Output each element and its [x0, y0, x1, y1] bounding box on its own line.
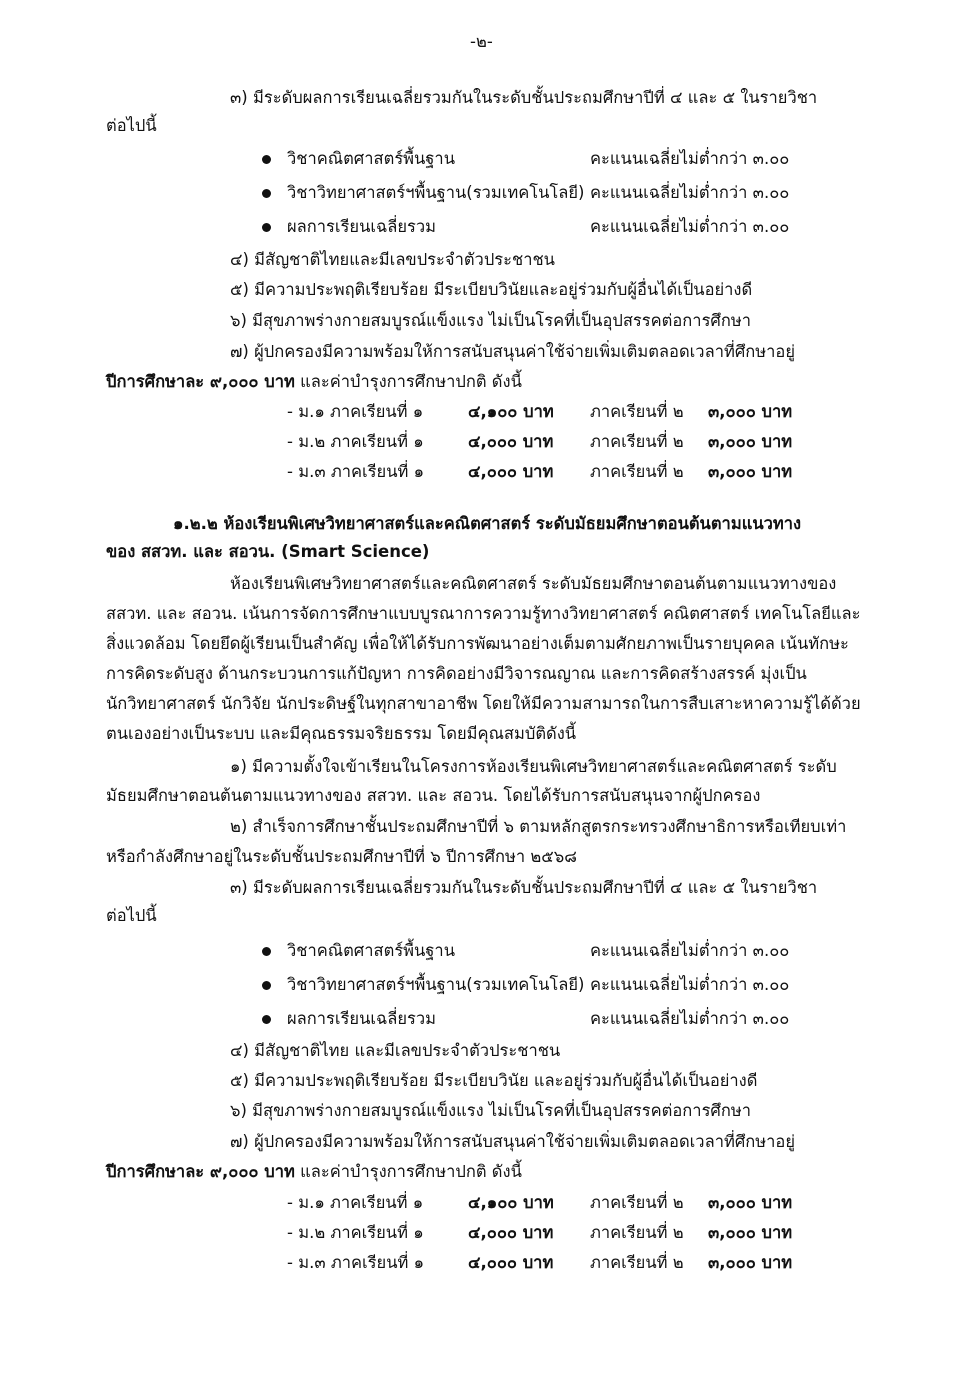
- paragraph-line: สิ่งแวดล้อม โดยยึดผู้เรียนเป็นสำคัญ เพื่อให้ได้รับการพัฒนาอย่างเต็มตามศักยภาพเป็นรายบุคคล เน้นทักษะ: [106, 634, 849, 653]
- fee-per-year: ปีการศึกษาละ ๙,๐๐๐ บาท: [106, 372, 295, 391]
- subject-name: ผลการเรียนเฉลี่ยรวม: [287, 1009, 437, 1028]
- fee-term2-label: ภาคเรียนที่ ๒: [590, 1193, 684, 1212]
- bullet-icon: [262, 981, 271, 990]
- fee-term2-label: ภาคเรียนที่ ๒: [590, 1253, 684, 1272]
- criterion-3-line2: ต่อไปนี้: [106, 116, 157, 135]
- fee-grade: - ม.๒ ภาคเรียนที่ ๑: [287, 1223, 424, 1242]
- fee-term2: ๓,๐๐๐ บาท: [708, 1193, 793, 1212]
- bullet-icon: [262, 1015, 271, 1024]
- subject-name: วิชาคณิตศาสตร์พื้นฐาน: [287, 941, 455, 960]
- fee-term1: ๔,๐๐๐ บาท: [468, 432, 554, 451]
- subject-score: คะแนนเฉลี่ยไม่ต่ำกว่า ๓.๐๐: [590, 149, 790, 168]
- criterion-3-line2: ต่อไปนี้: [106, 906, 157, 925]
- bullet-icon: [262, 223, 271, 232]
- fee-term2: ๓,๐๐๐ บาท: [708, 1223, 793, 1242]
- paragraph-line: สสวท. และ สอวน. เน้นการจัดการศึกษาแบบบูรณาการความรู้ทางวิทยาศาสตร์ คณิตศาสตร์ เทคโนโลยีและ: [106, 604, 861, 623]
- bullet-icon: [262, 155, 271, 164]
- criterion-1-line1: ๑) มีความตั้งใจเข้าเรียนในโครงการห้องเรียนพิเศษวิทยาศาสตร์และคณิตศาสตร์ ระดับ: [230, 757, 837, 776]
- fee-term1: ๔,๑๐๐ บาท: [468, 1193, 554, 1212]
- fee-term2: ๓,๐๐๐ บาท: [708, 462, 793, 481]
- fee-grade: - ม.๒ ภาคเรียนที่ ๑: [287, 432, 424, 451]
- fee-term2: ๓,๐๐๐ บาท: [708, 1253, 793, 1272]
- fee-term2-label: ภาคเรียนที่ ๒: [590, 432, 684, 451]
- subject-name: วิชาวิทยาศาสตร์ฯพื้นฐาน(รวมเทคโนโลยี): [287, 975, 585, 994]
- fee-term2-label: ภาคเรียนที่ ๒: [590, 1223, 684, 1242]
- fee-term1: ๔,๐๐๐ บาท: [468, 1253, 554, 1272]
- criterion-1-line2: มัธยมศึกษาตอนต้นตามแนวทางของ สสวท. และ สอวน. โดยได้รับการสนับสนุนจากผู้ปกครอง: [106, 786, 761, 805]
- criterion-7-line2: [106, 1160, 522, 1184]
- fee-term1: ๔,๐๐๐ บาท: [468, 462, 554, 481]
- fee-grade: - ม.๓ ภาคเรียนที่ ๑: [287, 1253, 425, 1272]
- fee-term2-label: ภาคเรียนที่ ๒: [590, 462, 684, 481]
- fee-per-year: ปีการศึกษาละ ๙,๐๐๐ บาท: [106, 1162, 295, 1181]
- paragraph-line: ห้องเรียนพิเศษวิทยาศาสตร์และคณิตศาสตร์ ระดับมัธยมศึกษาตอนต้นตามแนวทางของ: [230, 574, 837, 593]
- paragraph-line: นักวิทยาศาสตร์ นักวิจัย นักประดิษฐ์ในทุกสาขาอาชีพ โดยให้มีความสามารถในการสืบเสาะหาความรู้ได้ด้วย: [106, 694, 861, 713]
- section-heading-line1: ๑.๒.๒ ห้องเรียนพิเศษวิทยาศาสตร์และคณิตศาสตร์ ระดับมัธยมศึกษาตอนต้นตามแนวทาง: [173, 514, 802, 533]
- fee-grade: - ม.๑ ภาคเรียนที่ ๑: [287, 1193, 424, 1212]
- subject-score: คะแนนเฉลี่ยไม่ต่ำกว่า ๓.๐๐: [590, 1009, 790, 1028]
- criterion-2-line1: ๒) สำเร็จการศึกษาชั้นประถมศึกษาปีที่ ๖ ตามหลักสูตรกระทรวงศึกษาธิการหรือเทียบเท่า: [230, 817, 847, 836]
- criterion-4: ๔) มีสัญชาติไทยและมีเลขประจำตัวประชาชน: [230, 250, 555, 269]
- subject-score: คะแนนเฉลี่ยไม่ต่ำกว่า ๓.๐๐: [590, 941, 790, 960]
- subject-score: คะแนนเฉลี่ยไม่ต่ำกว่า ๓.๐๐: [590, 183, 790, 202]
- criterion-6: ๖) มีสุขภาพร่างกายสมบูรณ์แข็งแรง ไม่เป็นโรคที่เป็นอุปสรรคต่อการศึกษา: [230, 1101, 752, 1120]
- page-number: -๒-: [470, 32, 493, 51]
- fee-note: และค่าบำรุงการศึกษาปกติ ดังนี้: [294, 1162, 522, 1181]
- criterion-7-line2: [106, 370, 522, 394]
- subject-name: วิชาวิทยาศาสตร์ฯพื้นฐาน(รวมเทคโนโลยี): [287, 183, 585, 202]
- fee-term1: ๔,๑๐๐ บาท: [468, 402, 554, 421]
- fee-term2: ๓,๐๐๐ บาท: [708, 402, 793, 421]
- fee-grade: - ม.๓ ภาคเรียนที่ ๑: [287, 462, 425, 481]
- fee-grade: - ม.๑ ภาคเรียนที่ ๑: [287, 402, 424, 421]
- fee-note: และค่าบำรุงการศึกษาปกติ ดังนี้: [294, 372, 522, 391]
- subject-score: คะแนนเฉลี่ยไม่ต่ำกว่า ๓.๐๐: [590, 217, 790, 236]
- bullet-icon: [262, 189, 271, 198]
- criterion-7-line1: ๗) ผู้ปกครองมีความพร้อมให้การสนับสนุนค่าใช้จ่ายเพิ่มเติมตลอดเวลาที่ศึกษาอยู่: [230, 342, 796, 361]
- criterion-2-line2: หรือกำลังศึกษาอยู่ในระดับชั้นประถมศึกษาปีที่ ๖ ปีการศึกษา ๒๕๖๘: [106, 847, 577, 866]
- bullet-icon: [262, 947, 271, 956]
- fee-term2: ๓,๐๐๐ บาท: [708, 432, 793, 451]
- subject-name: วิชาคณิตศาสตร์พื้นฐาน: [287, 149, 455, 168]
- criterion-5: ๕) มีความประพฤติเรียบร้อย มีระเบียบวินัย และอยู่ร่วมกับผู้อื่นได้เป็นอย่างดี: [230, 1071, 758, 1090]
- paragraph-line: การคิดระดับสูง ด้านกระบวนการแก้ปัญหา การคิดอย่างมีวิจารณญาณ และการคิดสร้างสรรค์ มุ่งเป็น: [106, 664, 807, 683]
- subject-name: ผลการเรียนเฉลี่ยรวม: [287, 217, 437, 236]
- subject-score: คะแนนเฉลี่ยไม่ต่ำกว่า ๓.๐๐: [590, 975, 790, 994]
- fee-term2-label: ภาคเรียนที่ ๒: [590, 402, 684, 421]
- criterion-3-line1: ๓) มีระดับผลการเรียนเฉลี่ยรวมกันในระดับชั้นประถมศึกษาปีที่ ๔ และ ๕ ในรายวิชา: [230, 878, 818, 897]
- section-heading-line2: ของ สสวท. และ สอวน. (Smart Science): [106, 542, 430, 561]
- fee-term1: ๔,๐๐๐ บาท: [468, 1223, 554, 1242]
- criterion-5: ๕) มีความประพฤติเรียบร้อย มีระเบียบวินัยและอยู่ร่วมกับผู้อื่นได้เป็นอย่างดี: [230, 280, 753, 299]
- criterion-7-line1: ๗) ผู้ปกครองมีความพร้อมให้การสนับสนุนค่าใช้จ่ายเพิ่มเติมตลอดเวลาที่ศึกษาอยู่: [230, 1132, 796, 1151]
- criterion-4: ๔) มีสัญชาติไทย และมีเลขประจำตัวประชาชน: [230, 1041, 561, 1060]
- criterion-6: ๖) มีสุขภาพร่างกายสมบูรณ์แข็งแรง ไม่เป็นโรคที่เป็นอุปสรรคต่อการศึกษา: [230, 311, 752, 330]
- criterion-3-line1: ๓) มีระดับผลการเรียนเฉลี่ยรวมกันในระดับชั้นประถมศึกษาปีที่ ๔ และ ๕ ในรายวิชา: [230, 88, 818, 107]
- paragraph-line: ตนเองอย่างเป็นระบบ และมีคุณธรรมจริยธรรม โดยมีคุณสมบัติดังนี้: [106, 724, 577, 743]
